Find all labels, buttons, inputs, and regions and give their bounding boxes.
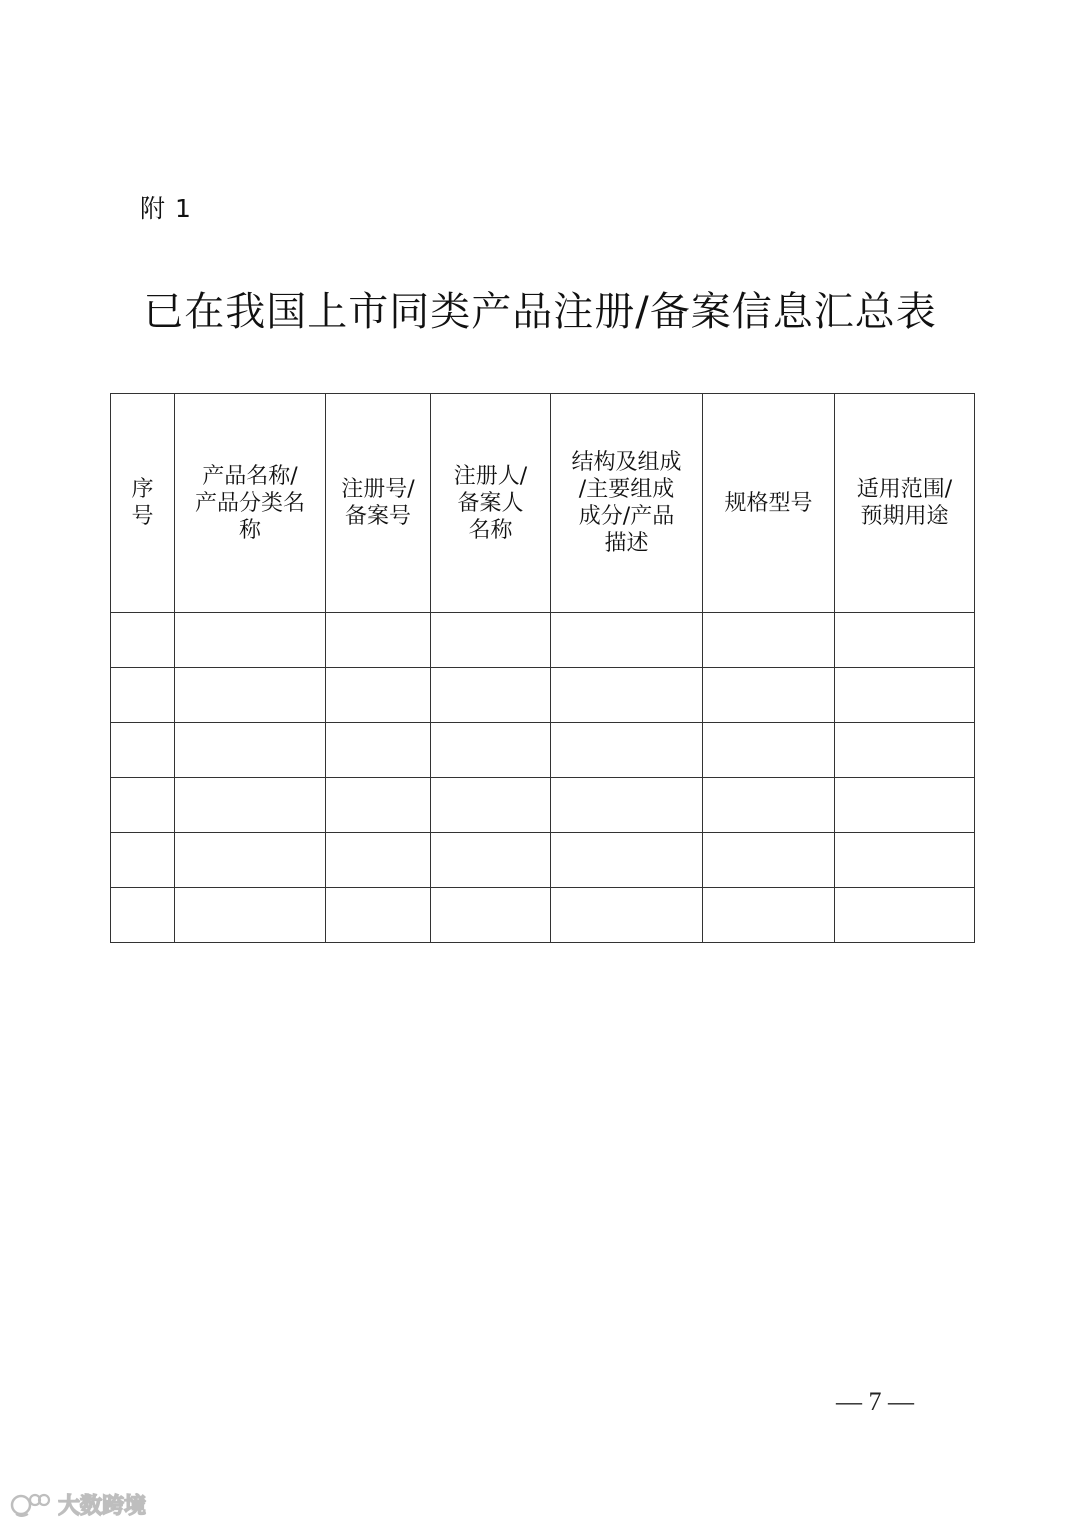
table-cell	[431, 778, 551, 833]
header-label: 注册人/ 备案人 名称	[453, 463, 528, 543]
table-cell	[326, 888, 431, 943]
table-cell	[326, 778, 431, 833]
header-label: 注册号/ 备案号	[341, 477, 415, 529]
table-header-row	[111, 394, 975, 613]
table-cell	[431, 833, 551, 888]
table-cell	[175, 778, 326, 833]
table-cell	[703, 888, 835, 943]
header-label: 序 号	[131, 477, 154, 529]
header-label: 产品名称/ 产品分类名 称	[194, 463, 305, 543]
table-cell	[551, 668, 703, 723]
table-cell	[326, 613, 431, 668]
table-row	[111, 888, 975, 943]
table-cell	[703, 668, 835, 723]
header-intended-use	[835, 394, 975, 613]
table-cell	[835, 668, 975, 723]
table-cell	[551, 613, 703, 668]
table-cell	[703, 778, 835, 833]
table-cell	[175, 888, 326, 943]
table-cell	[111, 613, 175, 668]
table-cell	[835, 888, 975, 943]
table-cell	[431, 613, 551, 668]
table-cell	[703, 723, 835, 778]
table-cell	[703, 833, 835, 888]
table-cell	[326, 833, 431, 888]
header-label: 适用范围/ 预期用途	[856, 477, 953, 529]
table-cell	[835, 778, 975, 833]
table-row	[111, 613, 975, 668]
svg-text:大数跨境: 大数跨境	[58, 1494, 147, 1519]
header-serial-number	[111, 394, 175, 613]
table-cell	[835, 833, 975, 888]
table-cell	[111, 723, 175, 778]
table-cell	[551, 723, 703, 778]
table-cell	[111, 833, 175, 888]
header-model-spec	[703, 394, 835, 613]
page-number: — 7 —	[836, 1387, 914, 1416]
header-label: 结构及组成 /主要组成 成分/产品 描述	[571, 450, 682, 556]
table-cell	[835, 613, 975, 668]
table-cell	[326, 668, 431, 723]
brand-logo-icon	[10, 1490, 52, 1520]
table-cell	[175, 613, 326, 668]
summary-table	[110, 393, 975, 943]
table-row	[111, 668, 975, 723]
table-cell	[551, 888, 703, 943]
header-registration-number	[326, 394, 431, 613]
table-cell	[431, 888, 551, 943]
table-cell	[551, 833, 703, 888]
table-cell	[175, 833, 326, 888]
header-product-name	[175, 394, 326, 613]
header-structure-composition	[551, 394, 703, 613]
watermark	[10, 1488, 150, 1522]
document-title: 已在我国上市同类产品注册/备案信息汇总表	[143, 289, 937, 335]
header-label: 规格型号	[724, 490, 813, 516]
table-cell	[111, 778, 175, 833]
attachment-label: 附 1	[140, 194, 192, 223]
table-body	[111, 613, 975, 943]
table-cell	[111, 668, 175, 723]
table-cell	[431, 723, 551, 778]
table-cell	[175, 668, 326, 723]
table-row	[111, 778, 975, 833]
table-cell	[111, 888, 175, 943]
table-row	[111, 833, 975, 888]
table-cell	[703, 613, 835, 668]
table-cell	[175, 723, 326, 778]
table-row	[111, 723, 975, 778]
table-cell	[551, 778, 703, 833]
table-cell	[431, 668, 551, 723]
table-cell	[835, 723, 975, 778]
table-cell	[326, 723, 431, 778]
watermark-text	[58, 1490, 150, 1520]
header-registrant-name	[431, 394, 551, 613]
